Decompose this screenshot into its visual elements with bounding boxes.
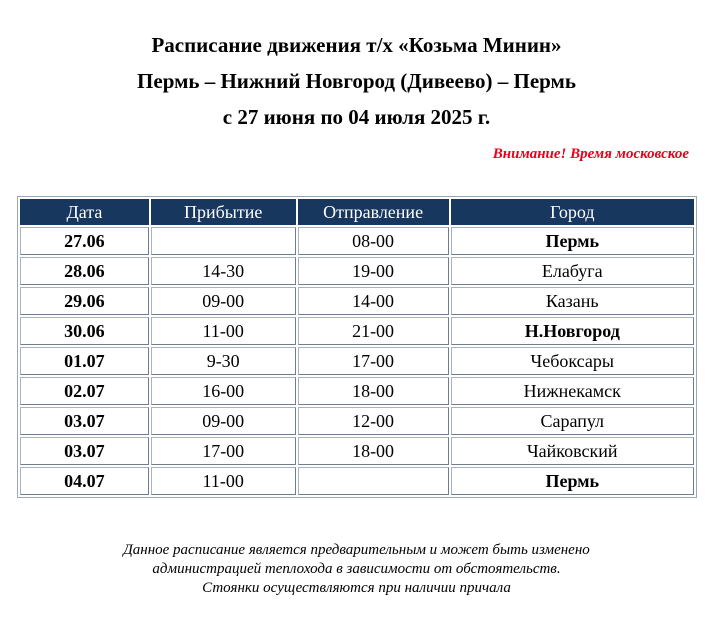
schedule-body [20, 227, 694, 495]
cell-date: 04.07 [20, 467, 149, 495]
column-header-city: Город [451, 199, 694, 225]
time-zone-notice: Внимание! Время московское [492, 146, 689, 162]
table-row [20, 317, 694, 345]
table-row [20, 437, 694, 465]
cell-city: Казань [451, 287, 694, 315]
table-row [20, 407, 694, 435]
column-header-departure: Отправление [298, 199, 449, 225]
disclaimer [0, 541, 713, 598]
title-line-dates: с 27 июня по 04 июля 2025 г. [222, 105, 491, 129]
table-header-row [20, 199, 694, 225]
cell-arrival: 17-00 [151, 437, 296, 465]
cell-city: Пермь [451, 467, 694, 495]
disclaimer-line: администрацией теплохода в зависимости от обстоятельств. [152, 561, 561, 577]
cell-date: 27.06 [20, 227, 149, 255]
column-header-arrival: Прибытие [151, 199, 296, 225]
cell-city: Елабуга [451, 257, 694, 285]
title-line-route: Пермь – Нижний Новгород (Дивеево) – Пермь [137, 69, 576, 93]
table-row [20, 227, 694, 255]
cell-arrival: 11-00 [151, 467, 296, 495]
cell-arrival: 16-00 [151, 377, 296, 405]
cell-city: Чебоксары [451, 347, 694, 375]
table-row [20, 377, 694, 405]
cell-city: Н.Новгород [451, 317, 694, 345]
cell-city: Чайковский [451, 437, 694, 465]
cell-arrival: 09-00 [151, 407, 296, 435]
cell-arrival: 09-00 [151, 287, 296, 315]
cell-arrival [151, 227, 296, 255]
table-row [20, 347, 694, 375]
table-row [20, 467, 694, 495]
table-row [20, 287, 694, 315]
cell-departure: 18-00 [298, 377, 449, 405]
cell-date: 28.06 [20, 257, 149, 285]
cell-date: 29.06 [20, 287, 149, 315]
cell-departure: 17-00 [298, 347, 449, 375]
cell-arrival: 9-30 [151, 347, 296, 375]
cell-arrival: 14-30 [151, 257, 296, 285]
cell-departure: 18-00 [298, 437, 449, 465]
cell-date: 01.07 [20, 347, 149, 375]
cell-departure: 14-00 [298, 287, 449, 315]
cell-city: Пермь [451, 227, 694, 255]
schedule-table [17, 196, 697, 498]
cell-departure [298, 467, 449, 495]
disclaimer-line: Стоянки осуществляются при наличии причала [202, 580, 511, 596]
cell-arrival: 11-00 [151, 317, 296, 345]
cell-date: 03.07 [20, 437, 149, 465]
column-header-date: Дата [20, 199, 149, 225]
cell-date: 02.07 [20, 377, 149, 405]
cell-city: Сарапул [451, 407, 694, 435]
cell-city: Нижнекамск [451, 377, 694, 405]
cell-date: 03.07 [20, 407, 149, 435]
title-line-ship: Расписание движения т/х «Козьма Минин» [151, 33, 562, 57]
cell-departure: 08-00 [298, 227, 449, 255]
table-row [20, 257, 694, 285]
cell-departure: 19-00 [298, 257, 449, 285]
cell-departure: 21-00 [298, 317, 449, 345]
cell-date: 30.06 [20, 317, 149, 345]
cell-departure: 12-00 [298, 407, 449, 435]
disclaimer-line: Данное расписание является предварительным и может быть изменено [123, 542, 590, 558]
page-title [0, 27, 713, 135]
